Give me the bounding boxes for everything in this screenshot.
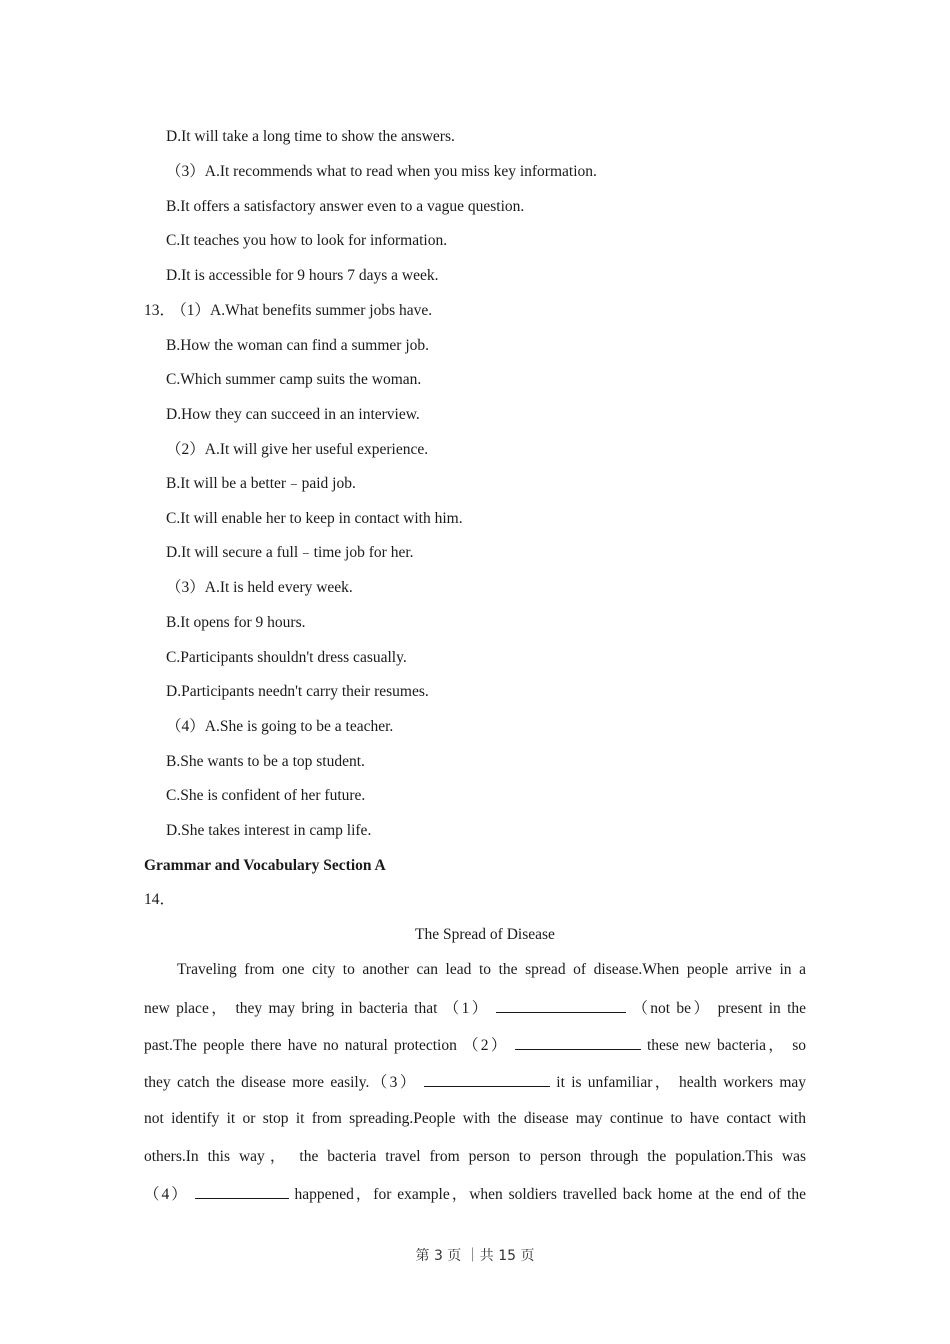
q13-sub1-option-a: （1）A.What benefits summer jobs have. <box>179 302 433 319</box>
blank-1-input[interactable] <box>496 998 626 1013</box>
blank-4-input[interactable] <box>195 1184 289 1199</box>
passage-line-3 <box>144 1035 806 1056</box>
q13-number: 13． <box>144 302 176 319</box>
q13-sub1-option-b: B.How the woman can find a summer job. <box>166 337 430 354</box>
q12-sub3-option-c: C.It teaches you how to look for information. <box>166 232 448 249</box>
passage-line-4 <box>144 1072 806 1093</box>
q14-number: 14． <box>144 891 176 908</box>
q12-sub3-option-a: （3）A.It recommends what to read when you miss key information. <box>166 163 597 180</box>
passage-text: they catch the disease more easily.（3） <box>144 1074 418 1091</box>
q13-sub2-option-d: D.It will secure a full﹣time job for her. <box>166 544 414 561</box>
q12-sub3-option-d: D.It is accessible for 9 hours 7 days a week. <box>166 267 439 284</box>
passage-text: （4） <box>144 1186 189 1203</box>
passage-text: these new bacteria， so <box>646 1037 807 1054</box>
page-footer: 第 3 页 ｜共 15 页 <box>415 1248 535 1264</box>
passage-text: happened，for example，when soldiers travelled back home at the end of the <box>294 1186 806 1203</box>
passage-line-1: Traveling from one city to another can lead to the spread of disease.When people arrive in a <box>177 961 806 978</box>
q13-sub4-option-c: C.She is confident of her future. <box>166 787 366 804</box>
q13-sub4-option-d: D.She takes interest in camp life. <box>166 822 372 839</box>
passage-title: The Spread of Disease <box>415 926 555 943</box>
q13-sub1-option-d: D.How they can succeed in an interview. <box>166 406 420 423</box>
blank-2-input[interactable] <box>515 1035 641 1050</box>
q13-sub3-option-a: （3）A.It is held every week. <box>166 579 353 596</box>
q13-sub2-option-a: （2）A.It will give her useful experience. <box>166 441 429 458</box>
passage-line-7 <box>144 1184 806 1205</box>
passage-text: it is unfamiliar， health workers may <box>556 1074 807 1091</box>
passage-line-2 <box>144 998 806 1019</box>
passage-line-6: others.In this way， the bacteria travel from person to person through the population.This was <box>144 1148 806 1165</box>
passage-text: past.The people there have no natural protection （2） <box>144 1037 509 1054</box>
q13-sub4-option-b: B.She wants to be a top student. <box>166 753 365 770</box>
q13-sub3-option-c: C.Participants shouldn't dress casually. <box>166 649 407 666</box>
q13-sub3-option-d: D.Participants needn't carry their resumes. <box>166 683 429 700</box>
q13-sub1-option-c: C.Which summer camp suits the woman. <box>166 371 422 388</box>
passage-text: （not be） present in the <box>632 1000 807 1017</box>
q13-sub2-option-c: C.It will enable her to keep in contact with him. <box>166 510 463 527</box>
q13-sub3-option-b: B.It opens for 9 hours. <box>166 614 306 631</box>
section-heading: Grammar and Vocabulary Section A <box>144 857 386 874</box>
blank-3-input[interactable] <box>424 1072 550 1087</box>
q13-row <box>144 301 432 321</box>
passage-line-5: not identify it or stop it from spreading.People with the disease may continue to have contact with <box>144 1110 806 1127</box>
passage-text: new place， they may bring in bacteria that （1） <box>144 1000 490 1017</box>
q13-sub2-option-b: B.It will be a better﹣paid job. <box>166 475 356 492</box>
q13-sub4-option-a: （4）A.She is going to be a teacher. <box>166 718 394 735</box>
q12-sub2-option-d: D.It will take a long time to show the answers. <box>166 128 455 145</box>
q12-sub3-option-b: B.It offers a satisfactory answer even to a vague question. <box>166 198 525 215</box>
